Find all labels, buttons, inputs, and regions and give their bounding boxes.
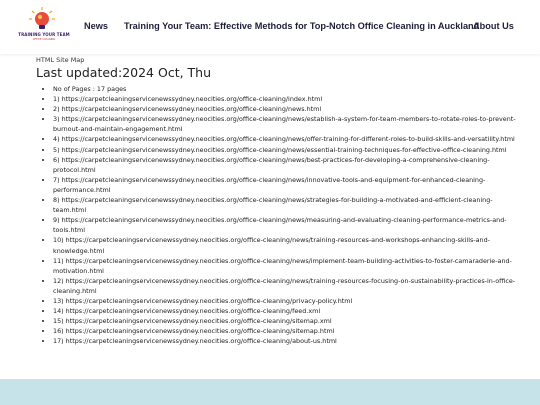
site-logo[interactable] — [18, 6, 70, 46]
page-link[interactable]: • 10) https://carpetcleaningservicenewssydney.neocities.org/office-cleaning/news/training-resources-and-workshops-enhancing-skills-and-knowledge.html — [53, 235, 516, 255]
site-header — [0, 0, 540, 54]
logo-subtext: OFFICE CLEANING — [32, 38, 56, 41]
page-link[interactable]: • 3) https://carpetcleaningservicenewssydney.neocities.org/office-cleaning/news/establish-a-system-for-team-members-to-rotate-roles-to-prevent-burnout-and-maintain-engagement.html — [53, 114, 516, 134]
logo-text: TRAINING YOUR TEAM — [18, 32, 70, 37]
page-count: • No of Pages : 17 pages — [53, 84, 516, 94]
page-link[interactable]: • 15) https://carpetcleaningservicenewssydney.neocities.org/office-cleaning/sitemap.xml — [53, 316, 516, 326]
footer-band — [0, 379, 540, 405]
last-updated-heading: Last updated:2024 Oct, Thu — [36, 65, 212, 80]
page-link[interactable]: • 12) https://carpetcleaningservicenewssydney.neocities.org/office-cleaning/news/training-resources-focusing-on-sustainability-practices-in-office-cleaning.html — [53, 276, 516, 296]
page-link[interactable]: • 14) https://carpetcleaningservicenewssydney.neocities.org/office-cleaning/feed.xml — [53, 306, 516, 316]
lightbulb-logo-icon — [28, 6, 56, 32]
nav-item-news[interactable]: News — [84, 21, 109, 31]
page-link[interactable]: • 11) https://carpetcleaningservicenewssydney.neocities.org/office-cleaning/news/implement-team-building-activities-to-foster-camaraderie-and-motivation.html — [53, 256, 516, 276]
nav-item-training[interactable]: Training Your Team: Effective Methods for Top-Notch Office Cleaning in Auckland — [124, 21, 480, 31]
nav-item-about-us[interactable]: About Us — [473, 21, 514, 31]
page-list — [36, 84, 516, 346]
page-link[interactable]: • 6) https://carpetcleaningservicenewssydney.neocities.org/office-cleaning/news/best-practices-for-developing-a-comprehensive-cleaning-protocol.html — [53, 155, 516, 175]
page-link[interactable]: • 8) https://carpetcleaningservicenewssydney.neocities.org/office-cleaning/news/strategies-for-building-a-motivated-and-efficient-cleaning-team.html — [53, 195, 516, 215]
page-link[interactable]: • 9) https://carpetcleaningservicenewssydney.neocities.org/office-cleaning/news/measuring-and-evaluating-cleaning-performance-metrics-and-tools.html — [53, 215, 516, 235]
page-link[interactable]: • 5) https://carpetcleaningservicenewssydney.neocities.org/office-cleaning/news/essential-training-techniques-for-effective-office-cleaning.html — [53, 145, 516, 155]
sitemap-content — [36, 55, 516, 346]
page-link[interactable]: • 17) https://carpetcleaningservicenewssydney.neocities.org/office-cleaning/about-us.html — [53, 336, 516, 346]
page-link[interactable]: • 1) https://carpetcleaningservicenewssydney.neocities.org/office-cleaning/index.html — [53, 94, 516, 104]
site-map-label: HTML Site Map — [36, 56, 85, 64]
page-link[interactable]: • 2) https://carpetcleaningservicenewssydney.neocities.org/office-cleaning/news.html — [53, 104, 516, 114]
page-link[interactable]: • 16) https://carpetcleaningservicenewssydney.neocities.org/office-cleaning/sitemap.html — [53, 326, 516, 336]
page-link[interactable]: • 4) https://carpetcleaningservicenewssydney.neocities.org/office-cleaning/news/offer-training-for-different-roles-to-build-skills-and-versatility.html — [53, 134, 516, 144]
page-link[interactable]: • 7) https://carpetcleaningservicenewssydney.neocities.org/office-cleaning/news/innovative-tools-and-equipment-for-enhanced-cleaning-performance.html — [53, 175, 516, 195]
page-link[interactable]: • 13) https://carpetcleaningservicenewssydney.neocities.org/office-cleaning/privacy-policy.html — [53, 296, 516, 306]
